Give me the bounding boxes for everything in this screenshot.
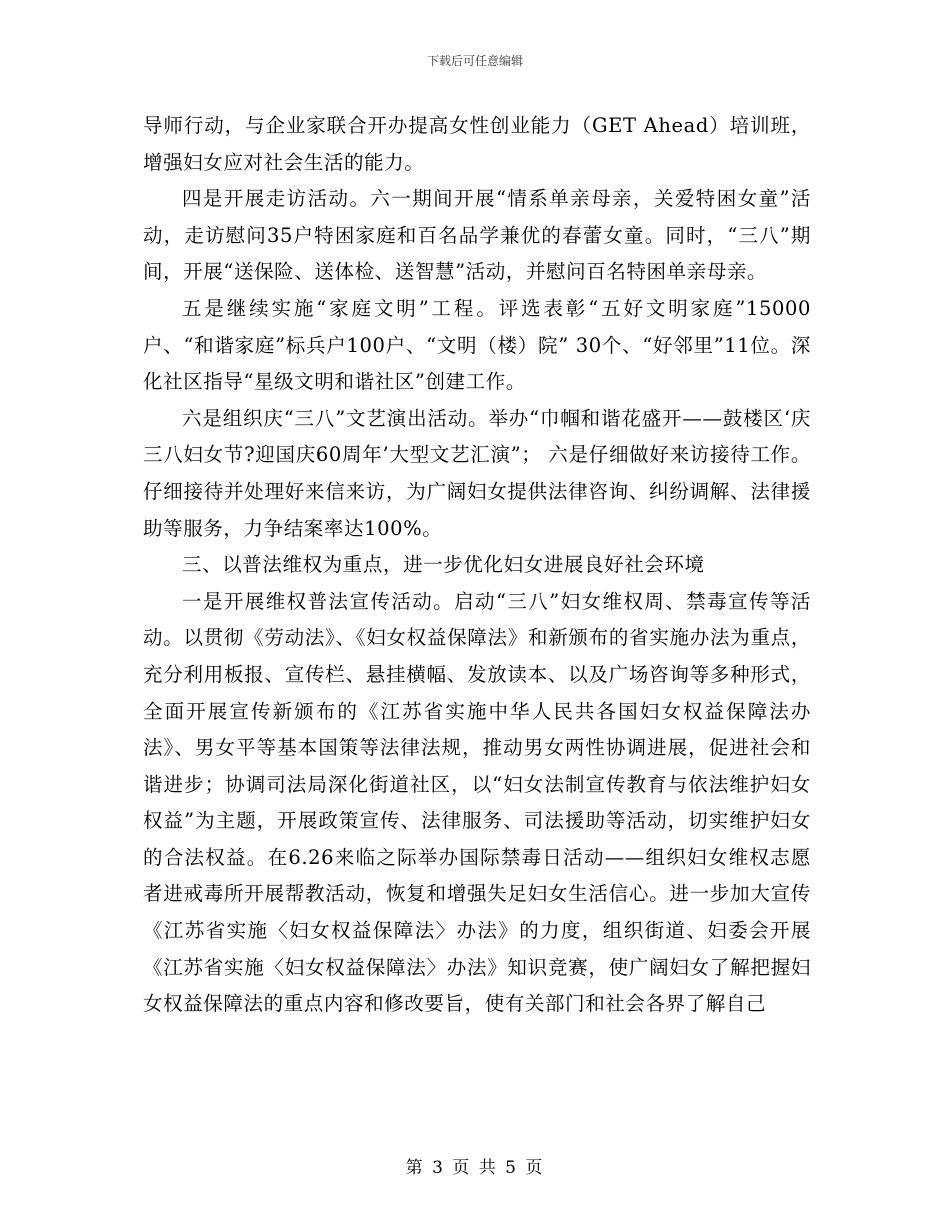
page-header-note: 下载后可任意编辑 [426,54,523,68]
section-heading: 三、以普法维权为重点，进一步优化妇女进展良好社会环境 [182,553,705,577]
document-body [143,108,811,1023]
page-number-footer: 第 3 页 共 5 页 [405,1158,545,1178]
paragraph-family-civilization: 五是继续实施“家庭文明”工程。评选表彰“五好文明家庭”15000户、“和谐家庭”标兵户100户、“文明（楼）院” 30个、“好邻里”11位。深化社区指导“星级文明和谐社区”创建工作。 [143,296,811,394]
paragraph-performance: 六是组织庆“三八”文艺演出活动。举办“巾帼和谐花盛开——鼓楼区‘庆三八妇女节?迎国庆60周年’大型文艺汇演”； 六是仔细做好来访接待工作。仔细接待并处理好来信来访，为广阔妇女提供法律咨询、纠纷调解、法律援助等服务，力争结案率达100%。 [143,406,811,540]
paragraph-visits: 四是开展走访活动。六一期间开展“情系单亲母亲，关爱特困女童”活动，走访慰问35户特困家庭和百名品学兼优的春蕾女童。同时，“三八”期间，开展“送保险、送体检、送智慧”活动，并慰问百名特困单亲母亲。 [143,187,811,284]
paragraph-continuation: 导师行动，与企业家联合开办提高女性创业能力（GET Ahead）培训班，增强妇女应对社会生活的能力。 [143,114,811,174]
paragraph-legal-publicity: 一是开展维权普法宣传活动。启动“三八”妇女维权周、禁毒宣传等活动。以贯彻《劳动法》、《妇女权益保障法》和新颁布的省实施办法为重点，充分利用板报、宣传栏、悬挂横幅、发放读本、以及广场咨询等多种形式，全面开展宣传新颁布的《江苏省实施中华人民共各国妇女权益保障法办法》、男女平等基本国策等法律法规，推动男女两性协调进展，促进社会和谐进步；协调司法局深化街道社区，以“妇女法制宣传教育与依法维护妇女权益”为主题，开展政策宣传、法律服务、司法援助等活动，切实维护妇女的合法权益。在6.26来临之际举办国际禁毒日活动——组织妇女维权志愿者进戒毒所开展帮教活动，恢复和增强失足妇女生活信心。进一步加大宣传《江苏省实施〈妇女权益保障法〉办法》的力度，组织街道、妇委会开展《江苏省实施〈妇女权益保障法〉办法》知识竞赛，使广阔妇女了解把握妇女权益保障法的重点内容和修改要旨，使有关部门和社会各界了解自己 [143,589,811,1016]
